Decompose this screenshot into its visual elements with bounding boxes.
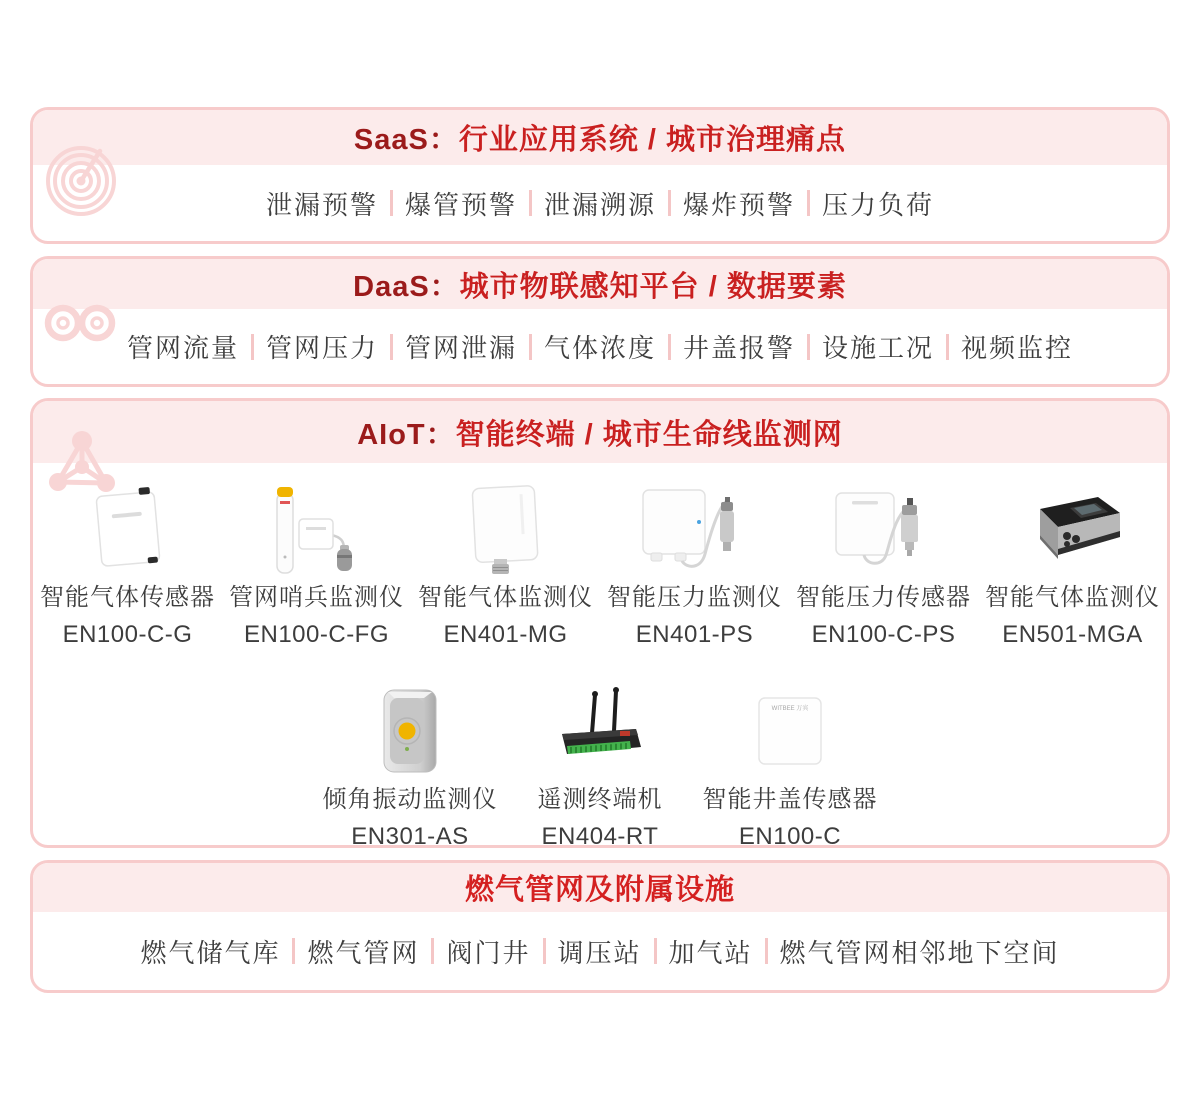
panel-item: 管网流量 xyxy=(126,333,239,363)
panel-item: 燃气管网相邻地下空间 xyxy=(779,937,1060,968)
panel-item: 燃气管网 xyxy=(307,937,420,968)
item-separator xyxy=(431,938,434,964)
product-EN100-C-PS xyxy=(789,485,978,649)
product-model: EN501-MGA xyxy=(1002,621,1143,648)
panel-item: 泄漏溯源 xyxy=(543,189,656,220)
panel-item: 爆管预警 xyxy=(404,189,517,220)
panel-item: 压力负荷 xyxy=(822,189,935,220)
product-name: 智能压力传感器 xyxy=(796,584,971,611)
item-separator xyxy=(946,334,949,360)
item-separator xyxy=(529,190,532,216)
product-EN401-MG xyxy=(411,485,600,649)
panel-gas-facilities xyxy=(30,860,1170,993)
panel-gas-title-band xyxy=(33,863,1167,912)
panel-aiot-title-band xyxy=(33,401,1167,463)
panel-item: 管网压力 xyxy=(265,333,378,363)
item-separator xyxy=(390,334,393,360)
item-separator xyxy=(807,334,810,360)
manhole-cover-device-image xyxy=(751,687,829,775)
item-separator xyxy=(654,938,657,964)
panel-saas xyxy=(30,107,1170,244)
product-row-2 xyxy=(33,687,1167,848)
product-EN100-C xyxy=(695,687,885,848)
panel-daas-title xyxy=(353,264,847,305)
item-separator xyxy=(668,190,671,216)
product-name: 智能压力监测仪 xyxy=(607,584,782,611)
panel-saas-title-prefix: SaaS： xyxy=(353,124,459,156)
panel-gas-items xyxy=(33,912,1167,990)
panel-item: 爆炸预警 xyxy=(683,189,796,220)
panel-item: 加气站 xyxy=(668,937,753,968)
product-name: 智能气体传感器 xyxy=(40,584,215,611)
tilt-vibration-device-image xyxy=(374,687,446,775)
product-EN401-PS xyxy=(600,485,789,649)
product-name: 遥测终端机 xyxy=(537,786,663,813)
panel-item: 管网泄漏 xyxy=(404,333,517,363)
panel-item: 设施工况 xyxy=(822,333,935,363)
panel-item: 泄漏预警 xyxy=(265,189,378,220)
panel-gas-title-main: 燃气管网及附属设施 xyxy=(464,874,735,906)
panel-aiot xyxy=(30,398,1170,848)
product-EN404-RT xyxy=(505,687,695,848)
product-EN100-C-G xyxy=(33,485,222,649)
gas-monitor-device-image xyxy=(464,485,548,573)
item-separator xyxy=(292,938,295,964)
panel-item: 阀门井 xyxy=(446,937,531,968)
svg-text:WITBEE 万宾: WITBEE 万宾 xyxy=(771,706,809,712)
panel-aiot-title xyxy=(357,412,843,453)
panel-saas-title xyxy=(354,117,846,158)
product-model: EN100-C xyxy=(738,823,842,848)
item-separator xyxy=(251,334,254,360)
gas-sensor-device-image xyxy=(82,485,174,573)
panel-daas xyxy=(30,256,1170,387)
pipeline-sentinel-device-image xyxy=(269,485,365,573)
panel-aiot-title-prefix: AIoT： xyxy=(357,418,456,451)
panel-daas-title-main: 城市物联感知平台 / 数据要素 xyxy=(459,270,847,303)
gas-analyzer-device-image xyxy=(1018,485,1128,573)
product-model: EN401-PS xyxy=(635,621,754,648)
product-model: EN401-MG xyxy=(443,621,568,648)
panel-daas-title-band xyxy=(33,259,1167,309)
panel-saas-title-main: 行业应用系统 / 城市治理痛点 xyxy=(458,124,847,156)
panel-item: 视频监控 xyxy=(961,333,1074,363)
product-name: 倾角振动监测仪 xyxy=(322,786,498,813)
product-name: 智能气体监测仪 xyxy=(985,584,1160,611)
panel-item: 燃气储气库 xyxy=(140,937,281,968)
product-EN301-AS xyxy=(315,687,505,848)
product-model: EN100-C-G xyxy=(62,621,193,648)
panel-item: 气体浓度 xyxy=(543,333,656,363)
panel-gas-title xyxy=(465,867,735,908)
pressure-monitor-device-image xyxy=(635,485,755,573)
item-separator xyxy=(668,334,671,360)
product-EN100-C-FG xyxy=(222,485,411,649)
product-EN501-MGA xyxy=(978,485,1167,649)
product-name: 智能井盖传感器 xyxy=(702,786,878,813)
item-separator xyxy=(807,190,810,216)
pressure-sensor-device-image xyxy=(830,485,938,573)
panel-item: 井盖报警 xyxy=(683,333,796,363)
product-model: EN100-C-FG xyxy=(243,621,390,648)
panel-daas-title-prefix: DaaS： xyxy=(353,270,460,303)
product-model: EN404-RT xyxy=(541,823,659,848)
product-model: EN301-AS xyxy=(351,823,469,848)
item-separator xyxy=(529,334,532,360)
panel-saas-items xyxy=(33,165,1167,241)
product-model: EN100-C-PS xyxy=(811,621,956,648)
product-name: 智能气体监测仪 xyxy=(418,584,593,611)
product-row-1 xyxy=(33,485,1167,649)
panel-aiot-title-main: 智能终端 / 城市生命线监测网 xyxy=(455,418,843,451)
item-separator xyxy=(543,938,546,964)
panel-daas-items xyxy=(33,309,1167,384)
telemetry-terminal-device-image xyxy=(548,687,652,775)
item-separator xyxy=(765,938,768,964)
panel-saas-title-band xyxy=(33,110,1167,165)
item-separator xyxy=(390,190,393,216)
panel-item: 调压站 xyxy=(557,937,642,968)
product-name: 管网哨兵监测仪 xyxy=(229,584,404,611)
